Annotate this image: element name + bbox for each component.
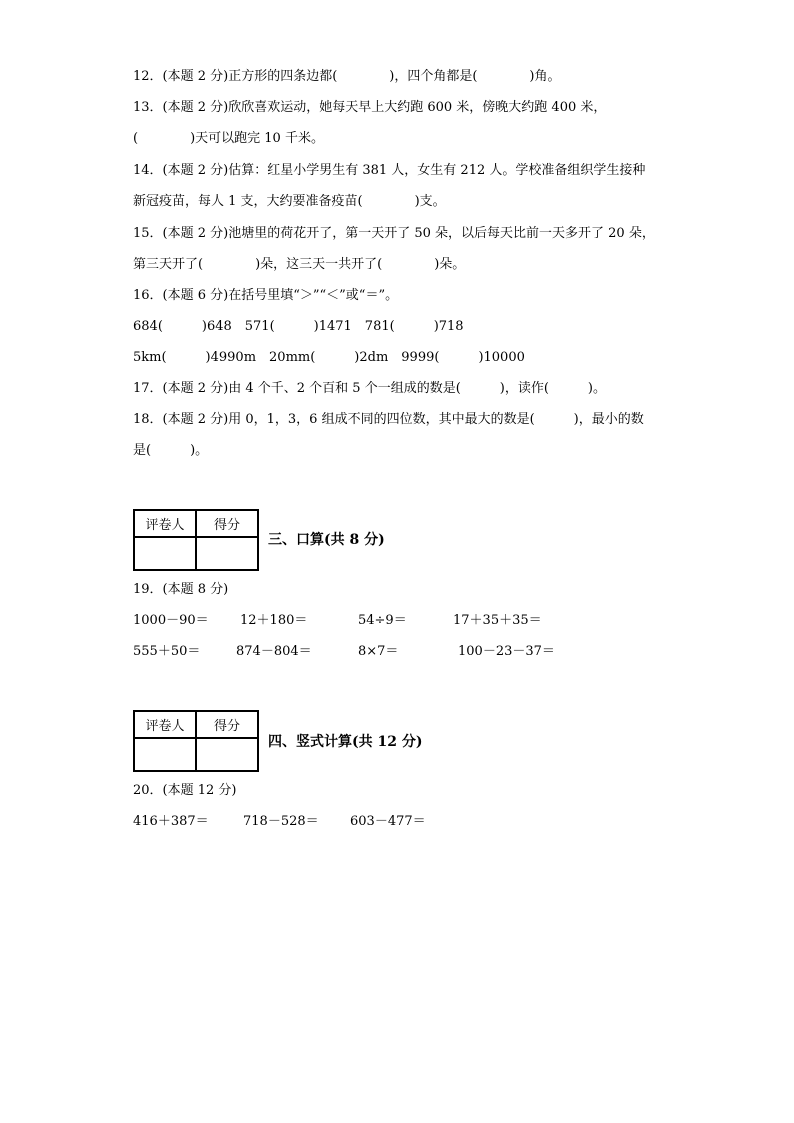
- question-13-line1: 13．(本题 2 分)欣欣喜欢运动，她每天早上大约跑 600 米，傍晚大约跑 400 米，: [133, 100, 607, 115]
- question-17: 17．(本题 2 分)由 4 个千、2 个百和 5 个一组成的数是( )，读作( )。: [133, 381, 606, 396]
- oral-calc-item: 54÷9＝: [358, 613, 407, 628]
- score-label: 得分: [196, 711, 258, 738]
- score-label: 得分: [196, 510, 258, 537]
- score-cell: [196, 738, 258, 771]
- question-16-row2: 5km( )4990m 20mm( )2dm 9999( )10000: [133, 350, 525, 365]
- question-18-line1: 18．(本题 2 分)用 0，1，3，6 组成不同的四位数，其中最大的数是( )，最小的数: [133, 412, 644, 427]
- question-14-line2: 新冠疫苗，每人 1 支，大约要准备疫苗( )支。: [133, 194, 446, 209]
- oral-calc-item: 1000－90＝: [133, 613, 209, 628]
- vertical-calc-item: 718－528＝: [243, 814, 319, 829]
- grader-score-table: [133, 509, 259, 571]
- oral-calc-item: 12＋180＝: [240, 613, 308, 628]
- question-13-line2: ( )天可以跑完 10 千米。: [133, 131, 324, 146]
- section-title: 三、口算(共 8 分): [268, 532, 385, 548]
- question-15-line1: 15．(本题 2 分)池塘里的荷花开了，第一天开了 50 朵，以后每天比前一天多开了 20 朵，: [133, 226, 655, 241]
- score-cell: [196, 537, 258, 570]
- grader-cell: [134, 537, 196, 570]
- question-12: 12．(本题 2 分)正方形的四条边都( )，四个角都是( )角。: [133, 69, 561, 84]
- question-15-line2: 第三天开了( )朵，这三天一共开了( )朵。: [133, 257, 466, 272]
- oral-calc-item: 874－804＝: [236, 644, 312, 659]
- oral-calc-item: 8×7＝: [358, 644, 399, 659]
- question-16: 16．(本题 6 分)在括号里填“＞”“＜”或“＝”。: [133, 288, 399, 303]
- grader-label: 评卷人: [134, 510, 196, 537]
- oral-calc-item: 555＋50＝: [133, 644, 201, 659]
- question-19: 19．(本题 8 分): [133, 582, 229, 597]
- oral-calc-item: 100－23－37＝: [458, 644, 555, 659]
- vertical-calc-item: 603－477＝: [350, 814, 426, 829]
- grader-cell: [134, 738, 196, 771]
- question-18-line2: 是( )。: [133, 443, 209, 458]
- grader-label: 评卷人: [134, 711, 196, 738]
- grader-score-table: [133, 710, 259, 772]
- question-16-row1: 684( )648 571( )1471 781( )718: [133, 319, 464, 334]
- question-14-line1: 14．(本题 2 分)估算：红星小学男生有 381 人，女生有 212 人。学校准备组织学生接种: [133, 163, 646, 178]
- vertical-calc-item: 416＋387＝: [133, 814, 209, 829]
- section-title: 四、竖式计算(共 12 分): [268, 734, 423, 750]
- oral-calc-item: 17＋35＋35＝: [453, 613, 542, 628]
- question-20: 20．(本题 12 分): [133, 783, 237, 798]
